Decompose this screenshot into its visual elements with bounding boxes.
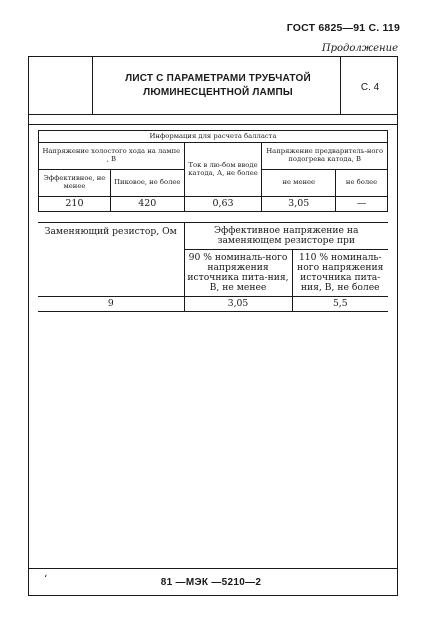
resistor-voltage-header: Эффективное напряжение на заменяющем резисторе при xyxy=(184,223,388,250)
current-value: 0,63 xyxy=(184,197,262,212)
voltage-90-header: 90 % номиналь-ного напряжения источника пита-ния, В, не менее xyxy=(184,250,292,297)
peak-value: 420 xyxy=(110,197,184,212)
preheat-max-value: — xyxy=(336,197,388,212)
resistor-table xyxy=(38,222,388,312)
ballast-table xyxy=(38,130,388,212)
cathode-current-header: Ток в лю-бом вводе катода, А, не более xyxy=(184,143,262,197)
sheet-number: С. 4 xyxy=(360,82,380,93)
sheet-title-line-2: ЛЮМИНЕСЦЕНТНОЙ ЛАМПЫ xyxy=(143,87,293,98)
preheat-max-header: не более xyxy=(336,170,388,197)
resistor-header: Заменяющий резистор, Ом xyxy=(38,223,184,297)
footer-code: 81 —МЭК —5210—2 xyxy=(160,577,262,588)
title-divider-right xyxy=(340,56,341,114)
footer-mark: ‘ xyxy=(44,574,48,585)
sheet-title-line-1: ЛИСТ С ПАРАМЕТРАМИ ТРУБЧАТОЙ xyxy=(125,73,311,84)
sheet-title xyxy=(96,72,340,100)
title-bottom-line xyxy=(28,114,398,115)
voltage-90-value: 3,05 xyxy=(184,297,292,312)
section-line xyxy=(28,124,398,125)
rms-value: 210 xyxy=(39,197,111,212)
open-circuit-voltage-header: Напряжение холостого хода на лампе , В xyxy=(39,143,185,170)
rms-header: Эффективное, не менее xyxy=(39,170,111,197)
preheat-min-value: 3,05 xyxy=(262,197,336,212)
footer-line xyxy=(28,568,398,569)
preheat-min-header: не менее xyxy=(262,170,336,197)
ballast-caption: Информация для расчета балласта xyxy=(39,131,388,143)
continuation-label: Продолжение xyxy=(321,43,398,54)
voltage-110-value: 5,5 xyxy=(292,297,388,312)
standard-number: ГОСТ 6825—91 С. 119 xyxy=(286,22,400,34)
resistor-value: 9 xyxy=(38,297,184,312)
peak-header: Пиковое, не более xyxy=(110,170,184,197)
preheat-voltage-header: Напряжение предваритель-ного подогрева катода, В xyxy=(262,143,388,170)
voltage-110-header: 110 % номиналь-ного напряжения источника пита-ния, В, не более xyxy=(292,250,388,297)
title-divider-left xyxy=(92,56,93,114)
